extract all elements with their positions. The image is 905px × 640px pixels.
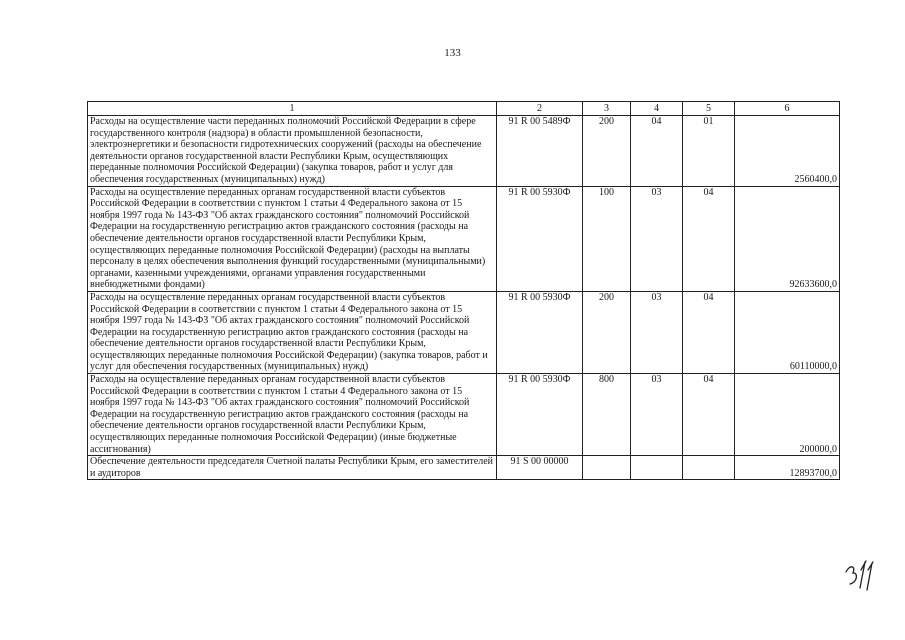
table-row [88, 291, 840, 373]
header-col-5: 5 [683, 102, 735, 116]
page-number: 133 [444, 47, 461, 59]
row-amount: 12893700,0 [735, 456, 840, 480]
row-section [631, 456, 683, 480]
row-code: 91 R 00 5930Ф [497, 374, 583, 456]
row-subsection: 04 [683, 374, 735, 456]
table-row [88, 456, 840, 480]
row-code: 91 R 00 5930Ф [497, 186, 583, 291]
row-description: Обеспечение деятельности председателя Счетной палаты Республики Крым, его заместителей и аудиторов [88, 456, 497, 480]
row-description: Расходы на осуществление переданных органам государственной власти субъектов Российской Федерации в соответствии с пунктом 1 статьи 4 Федерального закона от 15 ноября 1997 года № 143-ФЗ "Об актах гражданского состояния" полномочий Российской Федерации на государственную регистрацию актов гражданского состояния (расходы на обеспечение деятельности органов государственной власти Республики Крым, осуществляющих переданные полномочия Российской Федерации) (расходы на выплаты персоналу в целях обеспечения выполнения функций государственными (муниципальными) органами, казенными учреждениями, органами управления государственными внебюджетными фондами) [88, 186, 497, 291]
budget-table [87, 101, 840, 480]
header-col-3: 3 [583, 102, 631, 116]
row-expense-type [583, 456, 631, 480]
row-subsection [683, 456, 735, 480]
row-amount: 60110000,0 [735, 291, 840, 373]
table-row [88, 186, 840, 291]
row-description: Расходы на осуществление переданных органам государственной власти субъектов Российской Федерации в соответствии с пунктом 1 статьи 4 Федерального закона от 15 ноября 1997 года № 143-ФЗ "Об актах гражданского состояния" полномочий Российской Федерации на государственную регистрацию актов гражданского состояния (расходы на обеспечение деятельности органов государственной власти Республики Крым, осуществляющих переданные полномочия Российской Федерации) (иные бюджетные ассигнования) [88, 374, 497, 456]
row-section: 03 [631, 186, 683, 291]
row-subsection: 01 [683, 116, 735, 187]
row-expense-type: 200 [583, 291, 631, 373]
handwritten-page-number-signature [844, 558, 874, 592]
row-description: Расходы на осуществление части переданных полномочий Российской Федерации в сфере государственного контроля (надзора) в области промышленной безопасности, электроэнергетики и безопасности гидротехнических сооружений (расходы на обеспечение деятельности органов государственной власти Республики Крым, осуществляющих переданные полномочия Российской Федерации) (закупка товаров, работ и услуг для обеспечения государственных (муниципальных) нужд) [88, 116, 497, 187]
header-col-6: 6 [735, 102, 840, 116]
table-header-row [88, 102, 840, 116]
row-section: 03 [631, 374, 683, 456]
row-subsection: 04 [683, 291, 735, 373]
row-amount: 2560400,0 [735, 116, 840, 187]
header-col-4: 4 [631, 102, 683, 116]
table-row [88, 374, 840, 456]
row-section: 03 [631, 291, 683, 373]
header-col-1: 1 [88, 102, 497, 116]
row-expense-type: 800 [583, 374, 631, 456]
header-col-2: 2 [497, 102, 583, 116]
row-expense-type: 200 [583, 116, 631, 187]
row-expense-type: 100 [583, 186, 631, 291]
row-subsection: 04 [683, 186, 735, 291]
row-code: 91 S 00 00000 [497, 456, 583, 480]
row-amount: 92633600,0 [735, 186, 840, 291]
table-row [88, 116, 840, 187]
row-section: 04 [631, 116, 683, 187]
row-code: 91 R 00 5930Ф [497, 291, 583, 373]
row-amount: 200000,0 [735, 374, 840, 456]
row-code: 91 R 00 5489Ф [497, 116, 583, 187]
row-description: Расходы на осуществление переданных органам государственной власти субъектов Российской Федерации в соответствии с пунктом 1 статьи 4 Федерального закона от 15 ноября 1997 года № 143-ФЗ "Об актах гражданского состояния" полномочий Российской Федерации на государственную регистрацию актов гражданского состояния (расходы на обеспечение деятельности органов государственной власти Республики Крым, осуществляющих переданные полномочия Российской Федерации) (закупка товаров, работ и услуг для обеспечения государственных (муниципальных) нужд) [88, 291, 497, 373]
